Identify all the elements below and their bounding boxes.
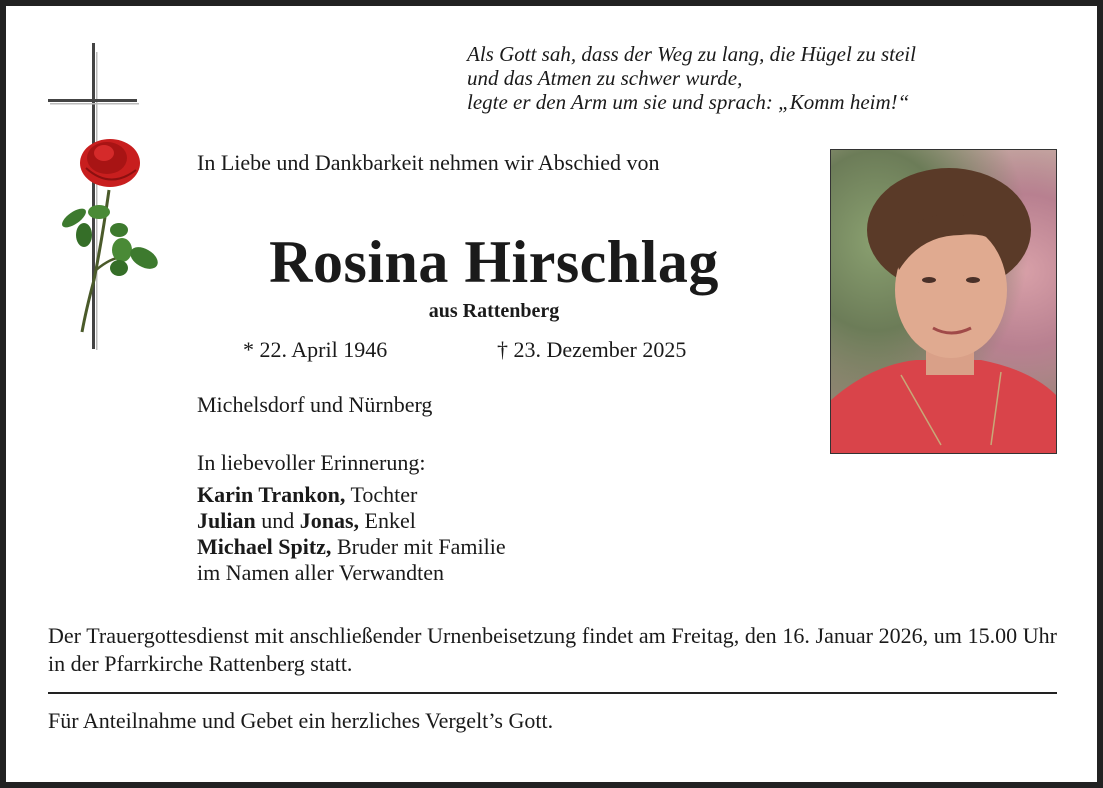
- death-date: † 23. Dezember 2025: [497, 337, 687, 362]
- mourner: [197, 534, 506, 560]
- mourner-name: Michael Spitz,: [197, 534, 332, 559]
- cross-rose-icon: [44, 40, 164, 352]
- portrait-image: [831, 150, 1056, 453]
- mourners-list: [197, 482, 506, 586]
- thanks-text: Für Anteilnahme und Gebet ein herzliches Vergelt’s Gott.: [48, 708, 554, 733]
- mourner-name: Julian: [197, 508, 256, 533]
- places: Michelsdorf und Nürnberg: [197, 392, 433, 417]
- poem-line: legte er den Arm um sie und sprach: „Komm heim!“: [467, 90, 910, 114]
- mourner: [197, 482, 506, 508]
- poem-line: und das Atmen zu schwer wurde,: [467, 66, 743, 90]
- memory-heading: In liebevoller Erinnerung:: [197, 450, 426, 475]
- deceased-name: Rosina Hirschlag: [269, 229, 719, 295]
- mourner-name: Jonas,: [299, 508, 359, 533]
- portrait-photo: [830, 149, 1057, 454]
- intro-text: In Liebe und Dankbarkeit nehmen wir Abschied von: [197, 150, 660, 175]
- mourner-relation: Enkel: [359, 508, 416, 533]
- service-info: Der Trauergottesdienst mit anschließender Urnenbeisetzung findet am Freitag, den 16. Januar 2026, um 15.00 Uhr in der Pfarrkirche Rattenberg statt.: [48, 623, 1057, 676]
- poem-line: Als Gott sah, dass der Weg zu lang, die Hügel zu steil: [467, 42, 916, 66]
- mourner: [197, 508, 506, 534]
- birth-date: * 22. April 1946: [243, 337, 388, 362]
- conjunction: und: [255, 508, 300, 533]
- poem: [467, 42, 916, 114]
- divider: [48, 692, 1057, 694]
- origin: aus Rattenberg: [428, 300, 560, 322]
- mourner-relation: Bruder mit Familie: [331, 534, 506, 559]
- mourner-name: Karin Trankon,: [197, 482, 346, 507]
- mourner-relation: Tochter: [345, 482, 418, 507]
- mourner: im Namen aller Verwandten: [197, 560, 445, 585]
